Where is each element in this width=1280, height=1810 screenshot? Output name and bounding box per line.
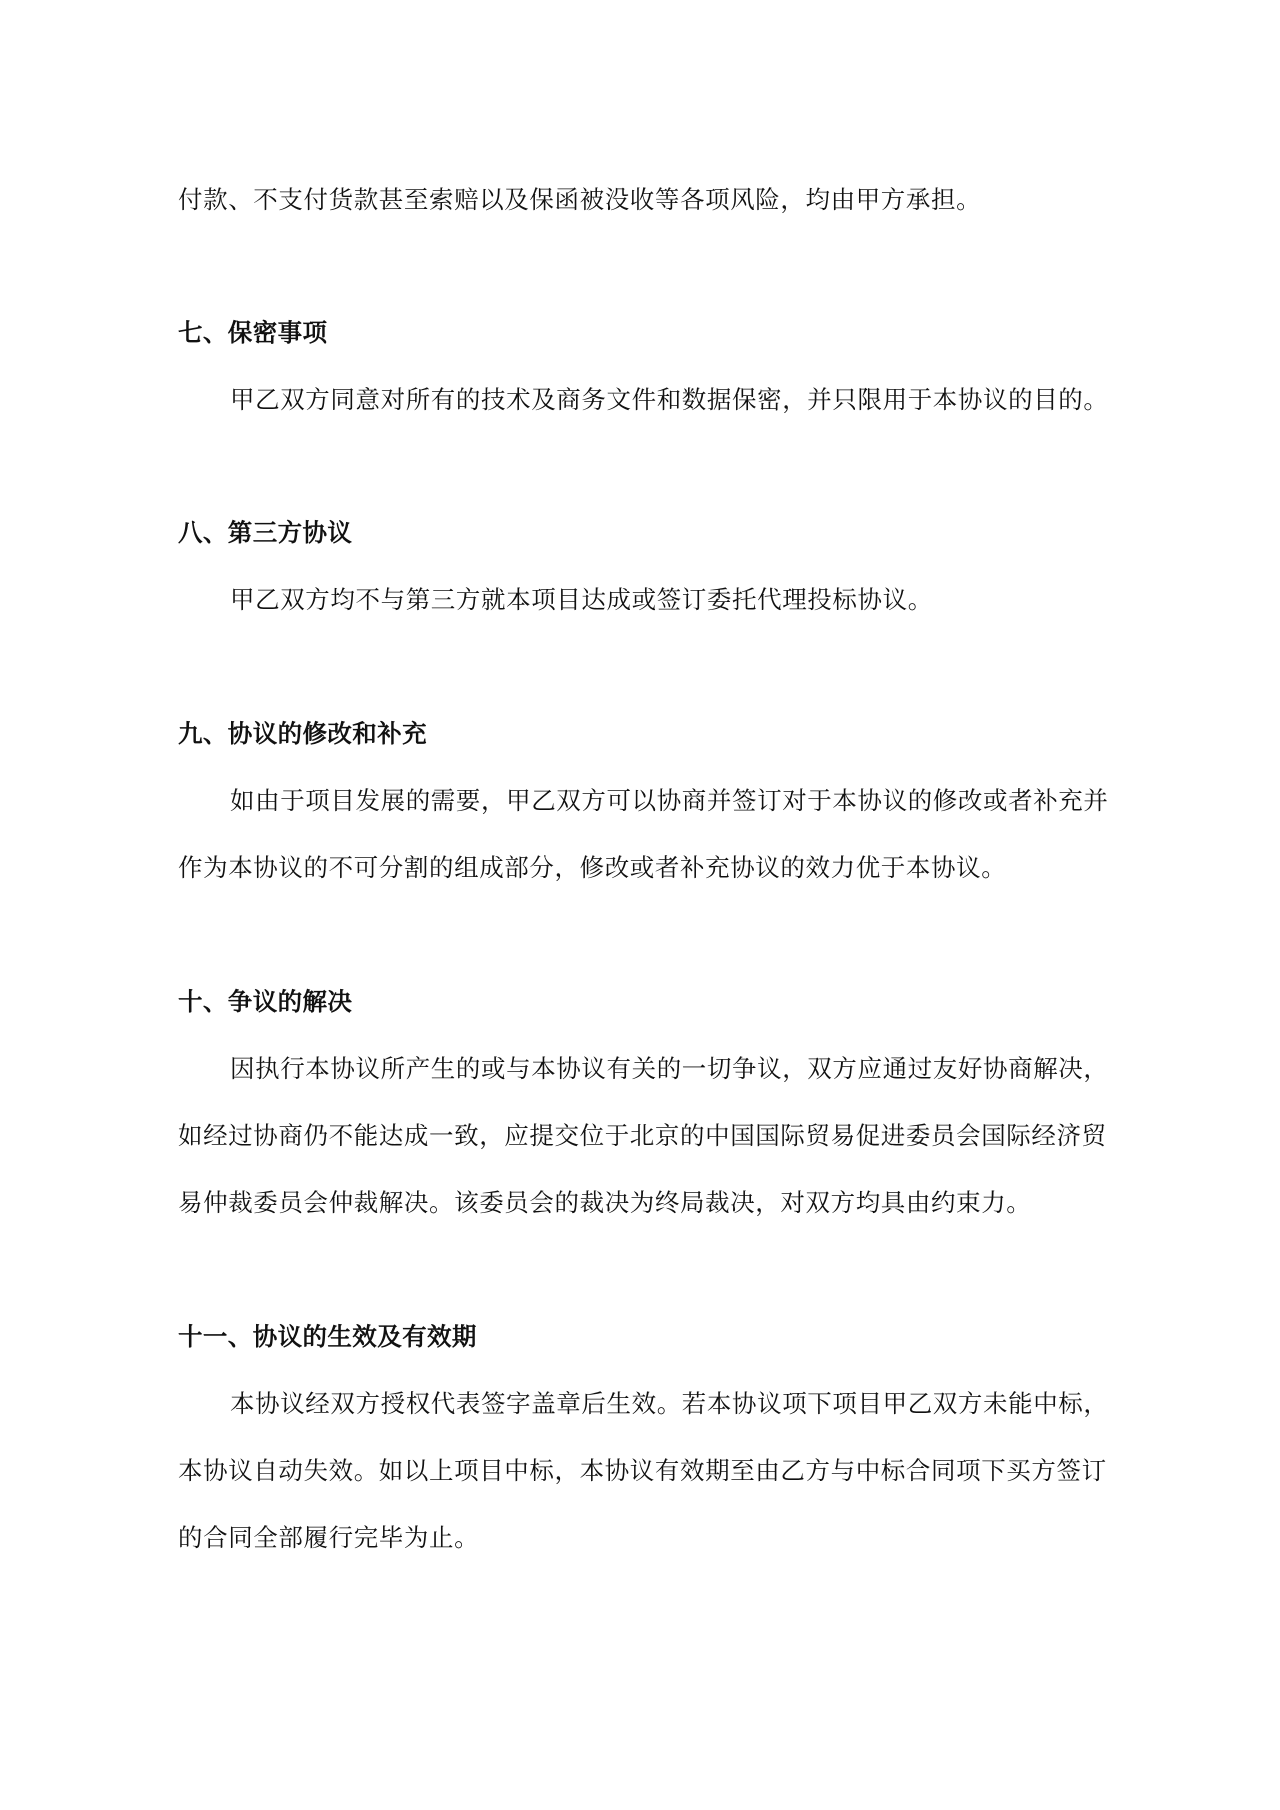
section-heading-confidentiality: 七、保密事项 [178,318,328,347]
section-heading-dispute: 十、争议的解决 [178,987,353,1016]
carryover-paragraph-line: 付款、不支付货款甚至索赔以及保函被没收等各项风险，均由甲方承担。 [178,185,982,214]
section-paragraph-line: 如经过协商仍不能达成一致，应提交位于北京的中国国际贸易促进委员会国际经济贸 [178,1121,1107,1150]
section-paragraph-line: 的合同全部履行完毕为止。 [178,1523,480,1552]
section-heading-amendment: 九、协议的修改和补充 [178,719,427,748]
section-paragraph-line: 甲乙双方均不与第三方就本项目达成或签订委托代理投标协议。 [230,585,933,614]
section-heading-effectiveness: 十一、协议的生效及有效期 [178,1322,477,1351]
section-paragraph-line: 本协议经双方授权代表签字盖章后生效。若本协议项下项目甲乙双方未能中标， [230,1389,1109,1418]
section-paragraph-line: 作为本协议的不可分割的组成部分，修改或者补充协议的效力优于本协议。 [178,853,1007,882]
section-paragraph-line: 因执行本协议所产生的或与本协议有关的一切争议，双方应通过友好协商解决， [230,1054,1109,1083]
section-heading-third-party: 八、第三方协议 [178,518,353,547]
section-paragraph-line: 如由于项目发展的需要，甲乙双方可以协商并签订对于本协议的修改或者补充并 [230,786,1109,815]
section-paragraph-line: 本协议自动失效。如以上项目中标，本协议有效期至由乙方与中标合同项下买方签订 [178,1456,1107,1485]
section-paragraph-line: 易仲裁委员会仲裁解决。该委员会的裁决为终局裁决，对双方均具由约束力。 [178,1188,1032,1217]
section-paragraph-line: 甲乙双方同意对所有的技术及商务文件和数据保密，并只限用于本协议的目的。 [230,385,1109,414]
